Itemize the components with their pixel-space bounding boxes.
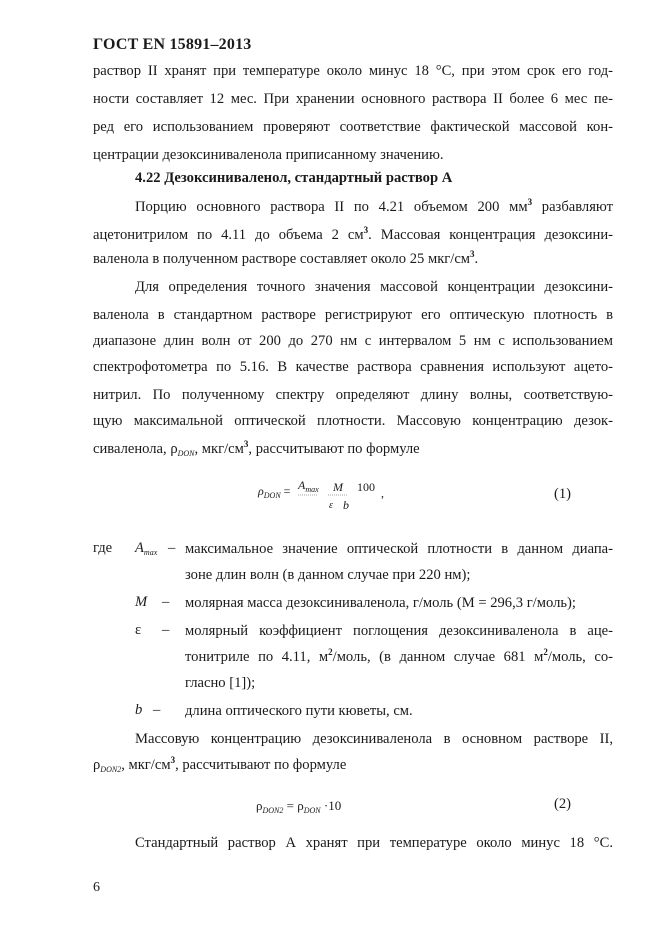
legend-desc: зоне длин волн (в данном случае при 220 нм); (185, 567, 471, 583)
formula-1-path: b (343, 498, 349, 512)
legend-dash: – (162, 594, 170, 610)
text-line: Порцию основного раствора II по 4.21 объемом 200 $мм^3$ разбавляют (135, 197, 614, 215)
formula-1-molar-mass: M (333, 480, 343, 494)
legend-symbol: $A_{max}$ (135, 540, 158, 557)
text-line: спектрофотометра по 5.16. В качестве раствора сравнения используют ацето- (93, 359, 613, 375)
text-line: валенола в стандартном растворе регистрируют его оптическую плотность в (93, 307, 613, 323)
text-line: $\rho_{DON2}$, мкг/$см^3$, рассчитывают по формуле (93, 755, 347, 774)
text-line: нитрил. По полученному спектру определяют длину волны, соответствую- (93, 387, 613, 403)
formula-1-factor: 100 (357, 480, 375, 494)
legend-dash: – (153, 702, 161, 718)
legend-desc: молярный коэффициент поглощения дезоксиниваленола в аце- (185, 623, 613, 639)
text-line: диапазоне длин волн от 200 до 270 нм с интервалом 5 нм с использованием (93, 333, 613, 349)
legend-desc: длина оптического пути кюветы, см. (185, 703, 413, 719)
text-line: раствор II хранят при температуре около минус 18 °С, при этом срок его год- (93, 63, 613, 79)
legend-symbol: M (135, 594, 148, 610)
text-line: Стандартный раствор А хранят при температуре около минус 18 °С. (135, 835, 613, 851)
formula-1-comma: , (381, 486, 384, 500)
legend-dash: – (162, 622, 170, 638)
document-header: ГОСТ EN 15891–2013 (93, 36, 252, 53)
formula-1-fraction-bars (296, 493, 358, 499)
formula-1: $\rho_{DON}$ = (258, 484, 291, 500)
legend-dash: – (168, 540, 176, 556)
text-line: ацетонитрилом по 4.11 до объема 2 $см^3$. Массовая концентрация дезоксини- (93, 225, 613, 243)
text-line: ности составляет 12 мес. При хранении основного раствора II более 6 мес пе- (93, 91, 613, 107)
legend-desc: максимальное значение оптической плотности в данном диапа- (185, 541, 613, 557)
page-number: 6 (93, 880, 100, 895)
legend-desc: гласно [1]); (185, 675, 256, 691)
text-line: валенола в полученном растворе составляет около 25 мкг/$см^3$. (93, 249, 479, 267)
text-line: сиваленола, $\rho_{DON}$, мкг/$см^3$, рассчитывают по формуле (93, 439, 420, 458)
legend-desc: тонитриле по 4.11, $м^2$/моль, (в данном случае 681 $м^2$/моль, со- (185, 647, 613, 665)
section-heading: 4.22 Дезоксиниваленол, стандартный раствор А (135, 170, 453, 186)
legend-symbol: ε (135, 622, 142, 638)
text-line: центрации дезоксиниваленола приписанному значению. (93, 147, 444, 163)
text-line: ред его использованием проверяют соответствие фактической массовой кон- (93, 119, 613, 135)
formula-1-number: (1) (554, 486, 572, 502)
formula-2-number: (2) (554, 796, 572, 812)
formula-1-epsilon: ε (329, 500, 333, 511)
text-line: щую максимальной оптической плотности. Массовую концентрацию дезок- (93, 413, 613, 429)
text-line: Массовую концентрацию дезоксиниваленола в основном растворе II, (135, 731, 613, 747)
legend-where: где (93, 540, 113, 556)
legend-desc: молярная масса дезоксиниваленола, г/моль (M = 296,3 г/моль); (185, 595, 576, 611)
legend-symbol: b (135, 702, 143, 718)
text-line: Для определения точного значения массовой концентрации дезоксини- (135, 279, 613, 295)
formula-2: $\rho_{DON2} = \rho_{DON} \cdot 10$ (256, 798, 342, 815)
formula-1-absorbance: $A_{max}$ (298, 478, 319, 494)
